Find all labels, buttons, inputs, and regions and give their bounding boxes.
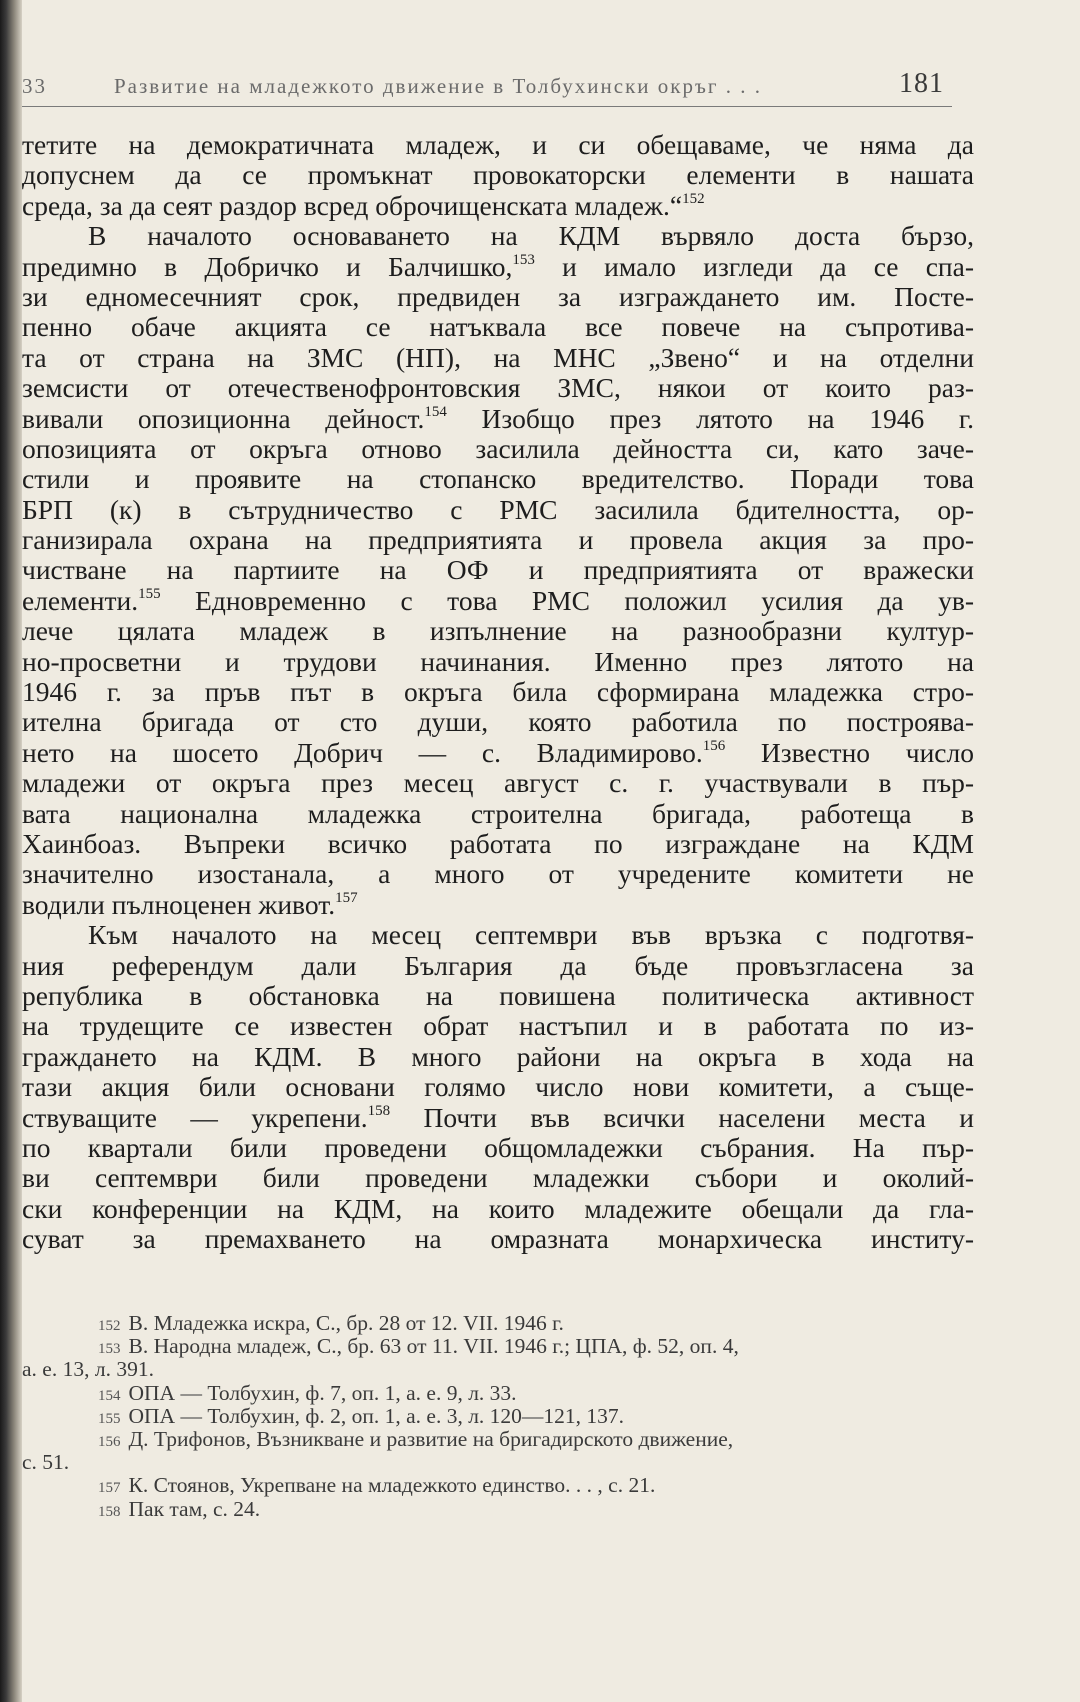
text-line: елементи.$^{155}$ Едновременно с това РМС положил усилия да ув- bbox=[22, 584, 974, 616]
footnote-text: ОПА — Толбухин, ф. 7, оп. 1, а. е. 9, л. 33. bbox=[128, 1380, 517, 1405]
footnote-ref: 156 bbox=[702, 737, 726, 754]
text-line: земсисти от отечественофронтовския ЗМС, някои от които раз- bbox=[22, 372, 974, 404]
footnote-mark: 155 bbox=[98, 1410, 121, 1427]
footnote bbox=[22, 1312, 974, 1335]
text-line: ния референдум дали България да бъде провъзгласена за bbox=[22, 949, 974, 981]
text-line: ителна бригада от сто души, която работила по построява- bbox=[22, 706, 974, 738]
footnote-text: Д. Трифонов, Възникване и развитие на бригадирското движение, bbox=[128, 1426, 734, 1451]
footnote-mark: 158 bbox=[98, 1503, 121, 1520]
running-title: Развитие на младежкото движение в Толбухински окръг . . . bbox=[114, 74, 762, 98]
text-line: допуснем да се промъкнат провокаторски елементи в нашата bbox=[22, 159, 974, 191]
footnote-mark: 156 bbox=[98, 1433, 121, 1450]
text-line: Хаинбоаз. Въпреки всичко работата по изграждане на КДМ bbox=[22, 827, 974, 859]
footnote bbox=[22, 1498, 974, 1521]
footnote-ref: 158 bbox=[367, 1102, 391, 1119]
page-number: 181 bbox=[899, 68, 944, 99]
body-text bbox=[22, 130, 974, 1254]
text-line: но-просветни и трудови начинания. Именно през лятото на bbox=[22, 645, 974, 677]
text-line: лече цялата младеж в изпълнение на разнообразни култур- bbox=[22, 615, 974, 647]
text-line: стили и проявите на стопанско вредителство. Поради това bbox=[22, 463, 974, 495]
footnote bbox=[22, 1474, 974, 1497]
text-line: В началото основаването на КДМ вървяло доста бързо, bbox=[88, 220, 974, 252]
footnote-text: К. Стоянов, Укрепване на младежкото единство. . . , с. 21. bbox=[128, 1473, 656, 1498]
text-line: предимно в Добричко и Балчишко,$^{153}$ и имало изгледи да се спа- bbox=[22, 250, 974, 282]
footnote-text: ОПА — Толбухин, ф. 2, оп. 1, а. е. 3, л. 120—121, 137. bbox=[128, 1403, 625, 1428]
page-header bbox=[22, 68, 972, 108]
footnote-ref: 153 bbox=[512, 251, 535, 268]
text-line: чистване на партиите на ОФ и предприятията от вражески bbox=[22, 554, 974, 586]
text-line: ски конференции на КДМ, на които младежите обещали да гла- bbox=[22, 1192, 974, 1224]
text-line: ви септември били проведени младежки събори и околий- bbox=[22, 1162, 974, 1194]
page-number-left: 33 bbox=[22, 74, 47, 98]
footnote-text: с. 51. bbox=[22, 1450, 70, 1475]
text-line: Към началото на месец септември във връзка с подготвя- bbox=[88, 919, 974, 951]
text-line: среда, за да сеят раздор всред оброчищенската младеж.“$^{152}$ bbox=[22, 189, 705, 221]
text-line: суват за премахването на омразната монархическа институ- bbox=[22, 1223, 974, 1255]
footnote-text: а. е. 13, л. 391. bbox=[22, 1357, 154, 1382]
text-line: граждането на КДМ. В много райони на окръга в хода на bbox=[22, 1040, 974, 1072]
footnote-continuation bbox=[22, 1358, 974, 1381]
footnote-continuation bbox=[22, 1451, 974, 1474]
footnote-text: Пак там, с. 24. bbox=[128, 1496, 261, 1521]
book-spine-shadow bbox=[0, 0, 22, 1702]
text-line: БРП (к) в сътрудничество с РМС засилила бдителността, ор- bbox=[22, 493, 974, 525]
footnote bbox=[22, 1335, 974, 1358]
footnote-ref: 155 bbox=[138, 585, 161, 602]
text-line: водили пълноценен живот.$^{157}$ bbox=[22, 888, 358, 920]
footnote-ref: 157 bbox=[335, 889, 358, 906]
text-line: та от страна на ЗМС (НП), на МНС „Звено“ и на отделни bbox=[22, 341, 974, 373]
text-line: на трудещите се известен обрат настъпил и в работата по из- bbox=[22, 1010, 974, 1042]
text-line: тетите на демократичната младеж, и си обещаваме, че няма да bbox=[22, 129, 974, 160]
text-line: опозицията от окръга отново засилила дейността си, като заче- bbox=[22, 432, 974, 464]
footnotes bbox=[22, 1312, 974, 1521]
text-line: 1946 г. за пръв път в окръга била сформирана младежка стро- bbox=[22, 676, 974, 708]
text-line: вата национална младежка строителна бригада, работеща в bbox=[22, 797, 974, 829]
footnote-mark: 153 bbox=[98, 1341, 121, 1358]
footnote-mark: 157 bbox=[98, 1480, 121, 1497]
text-line: пенно обаче акцията се натъквала все повече на съпротива- bbox=[22, 311, 974, 343]
footnote-text: В. Народна младеж, С., бр. 63 от 11. VII. 1946 г.; ЦПА, ф. 52, оп. 4, bbox=[128, 1334, 739, 1359]
text-line: нето на шосето Добрич — с. Владимирово.$^{156}$ Известно число bbox=[22, 736, 974, 768]
header-rule bbox=[22, 106, 952, 107]
footnote bbox=[22, 1428, 974, 1451]
text-line: ганизирала охрана на предприятията и провела акция за про- bbox=[22, 524, 974, 556]
footnote bbox=[22, 1405, 974, 1428]
footnote bbox=[22, 1382, 974, 1405]
footnote-mark: 154 bbox=[98, 1387, 121, 1404]
text-line: младежи от окръга през месец август с. г. участвували в пър- bbox=[22, 767, 974, 799]
text-line: зи едномесечният срок, предвиден за изграждането им. Посте- bbox=[22, 280, 974, 312]
text-line: по квартали били проведени общомладежки събрания. На пър- bbox=[22, 1131, 974, 1163]
footnote-ref: 152 bbox=[682, 190, 705, 207]
footnote-mark: 152 bbox=[98, 1318, 121, 1334]
text-line: република в обстановка на повишена политическа активност bbox=[22, 979, 974, 1011]
footnote-ref: 154 bbox=[424, 403, 447, 420]
text-line: вивали опозиционна дейност.$^{154}$ Изобщо през лятото на 1946 г. bbox=[22, 402, 974, 434]
text-line: значително изостанала, а много от учредените комитети не bbox=[22, 858, 974, 890]
text-line: тази акция били основани голямо число нови комитети, а съще- bbox=[22, 1071, 974, 1103]
footnote-text: В. Младежка искра, С., бр. 28 от 12. VII. 1946 г. bbox=[128, 1311, 564, 1335]
text-line: ствуващите — укрепени.$^{158}$ Почти във всички населени места и bbox=[22, 1101, 974, 1133]
